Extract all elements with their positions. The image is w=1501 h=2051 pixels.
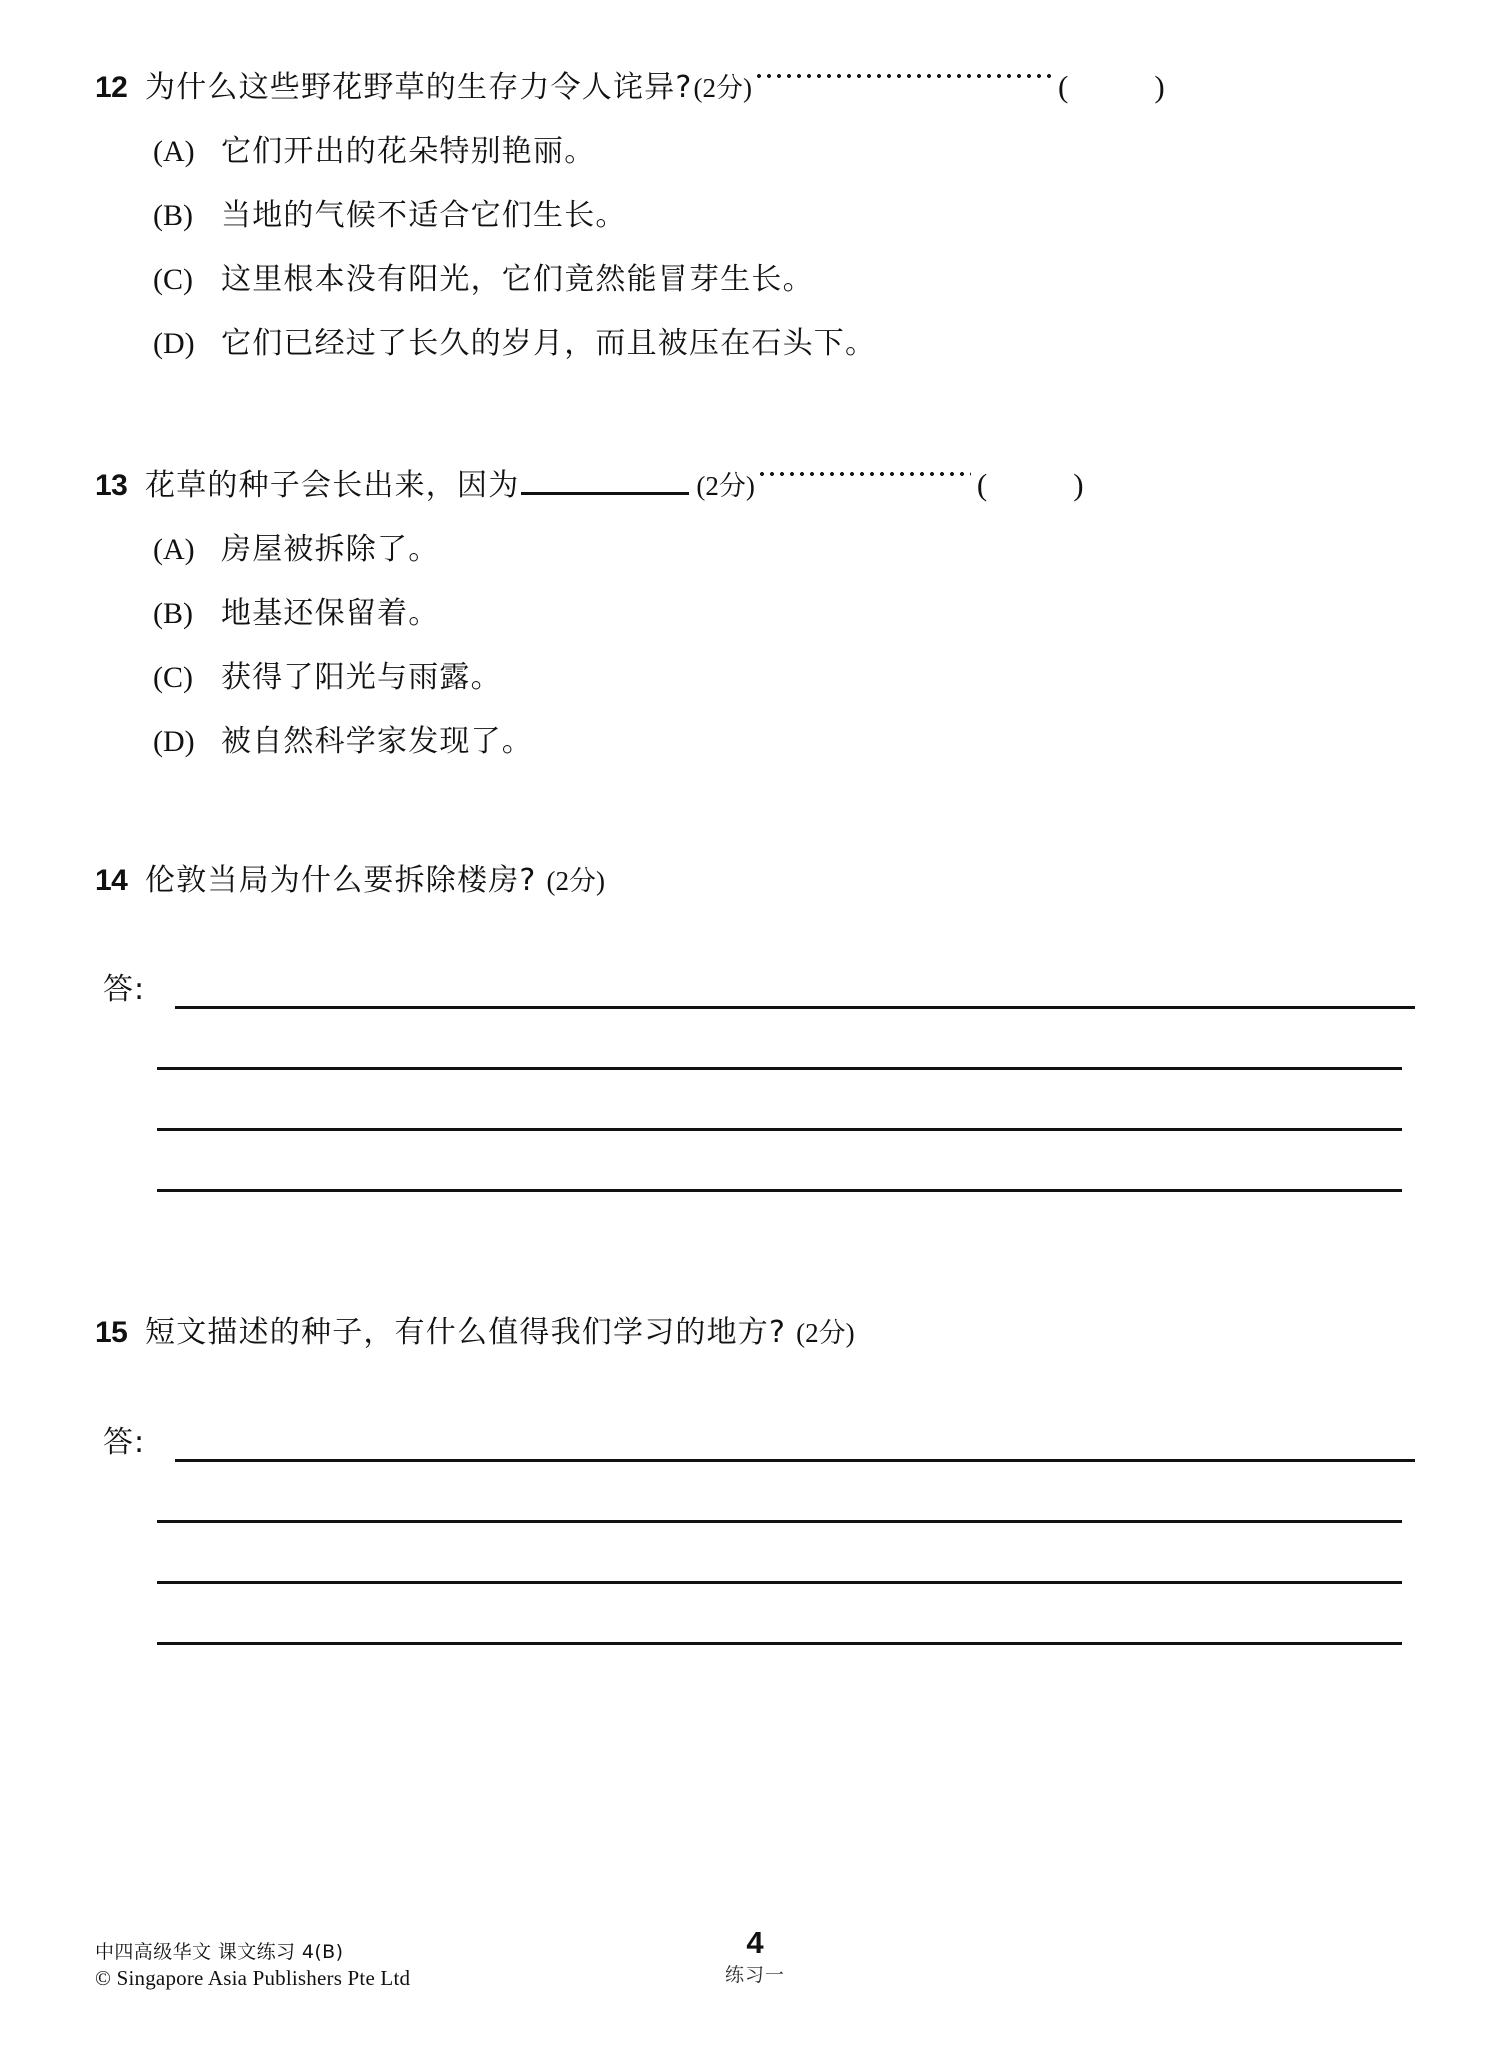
answer-line[interactable] — [157, 1188, 1402, 1192]
question-14-marks: (2分) — [546, 866, 606, 896]
option-text: 它们开出的花朵特别艳丽。 — [221, 134, 596, 169]
option-text: 这里根本没有阳光，它们竟然能冒芽生长。 — [221, 262, 814, 297]
answer-line[interactable] — [157, 1127, 1402, 1131]
question-15-answer-area — [95, 1425, 1415, 1645]
option-label: (B) — [153, 597, 193, 630]
option-row[interactable] — [95, 254, 1415, 298]
question-14-answer-area — [95, 972, 1415, 1192]
answer-bracket-open: ( — [1058, 69, 1069, 104]
question-15-text: 短文描述的种子，有什么值得我们学习的地方? — [145, 1315, 787, 1350]
dot-leader — [756, 73, 1052, 93]
answer-bracket-open: ( — [976, 467, 988, 502]
question-13-options — [95, 524, 1415, 760]
question-13-number: 13 — [95, 469, 128, 502]
answer-first-row — [95, 1425, 1415, 1462]
option-text: 获得了阳光与雨露。 — [221, 660, 502, 695]
option-row[interactable] — [95, 652, 1415, 696]
question-14-number: 14 — [95, 864, 128, 897]
question-12 — [95, 62, 1415, 362]
option-label: (C) — [153, 661, 193, 694]
question-15 — [95, 1307, 1415, 1351]
footer-center-block — [95, 1926, 1415, 1987]
answer-bracket-close: ) — [1073, 467, 1084, 502]
option-row[interactable] — [95, 318, 1415, 362]
question-13-text: 花草的种子会长出来，因为 — [145, 468, 520, 503]
question-15-number: 15 — [95, 1316, 128, 1349]
option-text: 被自然科学家发现了。 — [221, 724, 533, 759]
option-label: (B) — [153, 199, 193, 232]
question-14-stem — [95, 855, 1415, 899]
answer-first-row — [95, 972, 1415, 1009]
option-row[interactable] — [95, 190, 1415, 234]
answer-label: 答: — [103, 972, 146, 1007]
option-text: 地基还保留着。 — [221, 596, 440, 631]
page-number: 4 — [746, 1924, 764, 1960]
footer-title: 中四高级华文 课文练习 4(B) — [95, 1941, 344, 1964]
answer-line[interactable] — [157, 1066, 1402, 1070]
question-13-stem — [95, 460, 1415, 504]
question-12-number: 12 — [95, 71, 128, 104]
question-15-stem — [95, 1307, 1415, 1351]
option-text: 房屋被拆除了。 — [221, 532, 440, 567]
option-label: (A) — [153, 533, 195, 566]
answer-line[interactable] — [157, 1519, 1402, 1523]
question-12-text: 为什么这些野花野草的生存力令人诧异? — [145, 70, 693, 105]
answer-line[interactable] — [157, 1641, 1402, 1645]
answer-line[interactable] — [175, 1458, 1415, 1462]
option-text: 它们已经过了长久的岁月，而且被压在石头下。 — [221, 326, 877, 361]
footer-copyright: © Singapore Asia Publishers Pte Ltd — [95, 1966, 411, 1991]
option-row[interactable] — [95, 716, 1415, 760]
option-label: (D) — [153, 725, 195, 758]
dot-leader — [759, 471, 971, 491]
option-row[interactable] — [95, 588, 1415, 632]
answer-bracket-close: ) — [1154, 69, 1165, 104]
inline-blank[interactable] — [521, 468, 689, 495]
question-13 — [95, 460, 1415, 760]
question-12-marks: (2分) — [693, 73, 753, 103]
question-14 — [95, 855, 1415, 899]
question-15-marks: (2分) — [796, 1318, 855, 1348]
question-13-marks: (2分) — [696, 471, 755, 501]
question-12-options — [95, 126, 1415, 362]
option-row[interactable] — [95, 126, 1415, 170]
answer-label: 答: — [103, 1425, 146, 1460]
answer-line[interactable] — [175, 1005, 1415, 1009]
exercise-label: 练习一 — [724, 1964, 785, 1986]
question-14-text: 伦敦当局为什么要拆除楼房? — [145, 863, 537, 898]
option-text: 当地的气候不适合它们生长。 — [221, 198, 627, 233]
question-12-stem — [95, 62, 1415, 106]
answer-line[interactable] — [157, 1580, 1402, 1584]
option-label: (C) — [153, 263, 193, 296]
option-label: (D) — [153, 327, 195, 360]
option-label: (A) — [153, 135, 195, 168]
option-row[interactable] — [95, 524, 1415, 568]
